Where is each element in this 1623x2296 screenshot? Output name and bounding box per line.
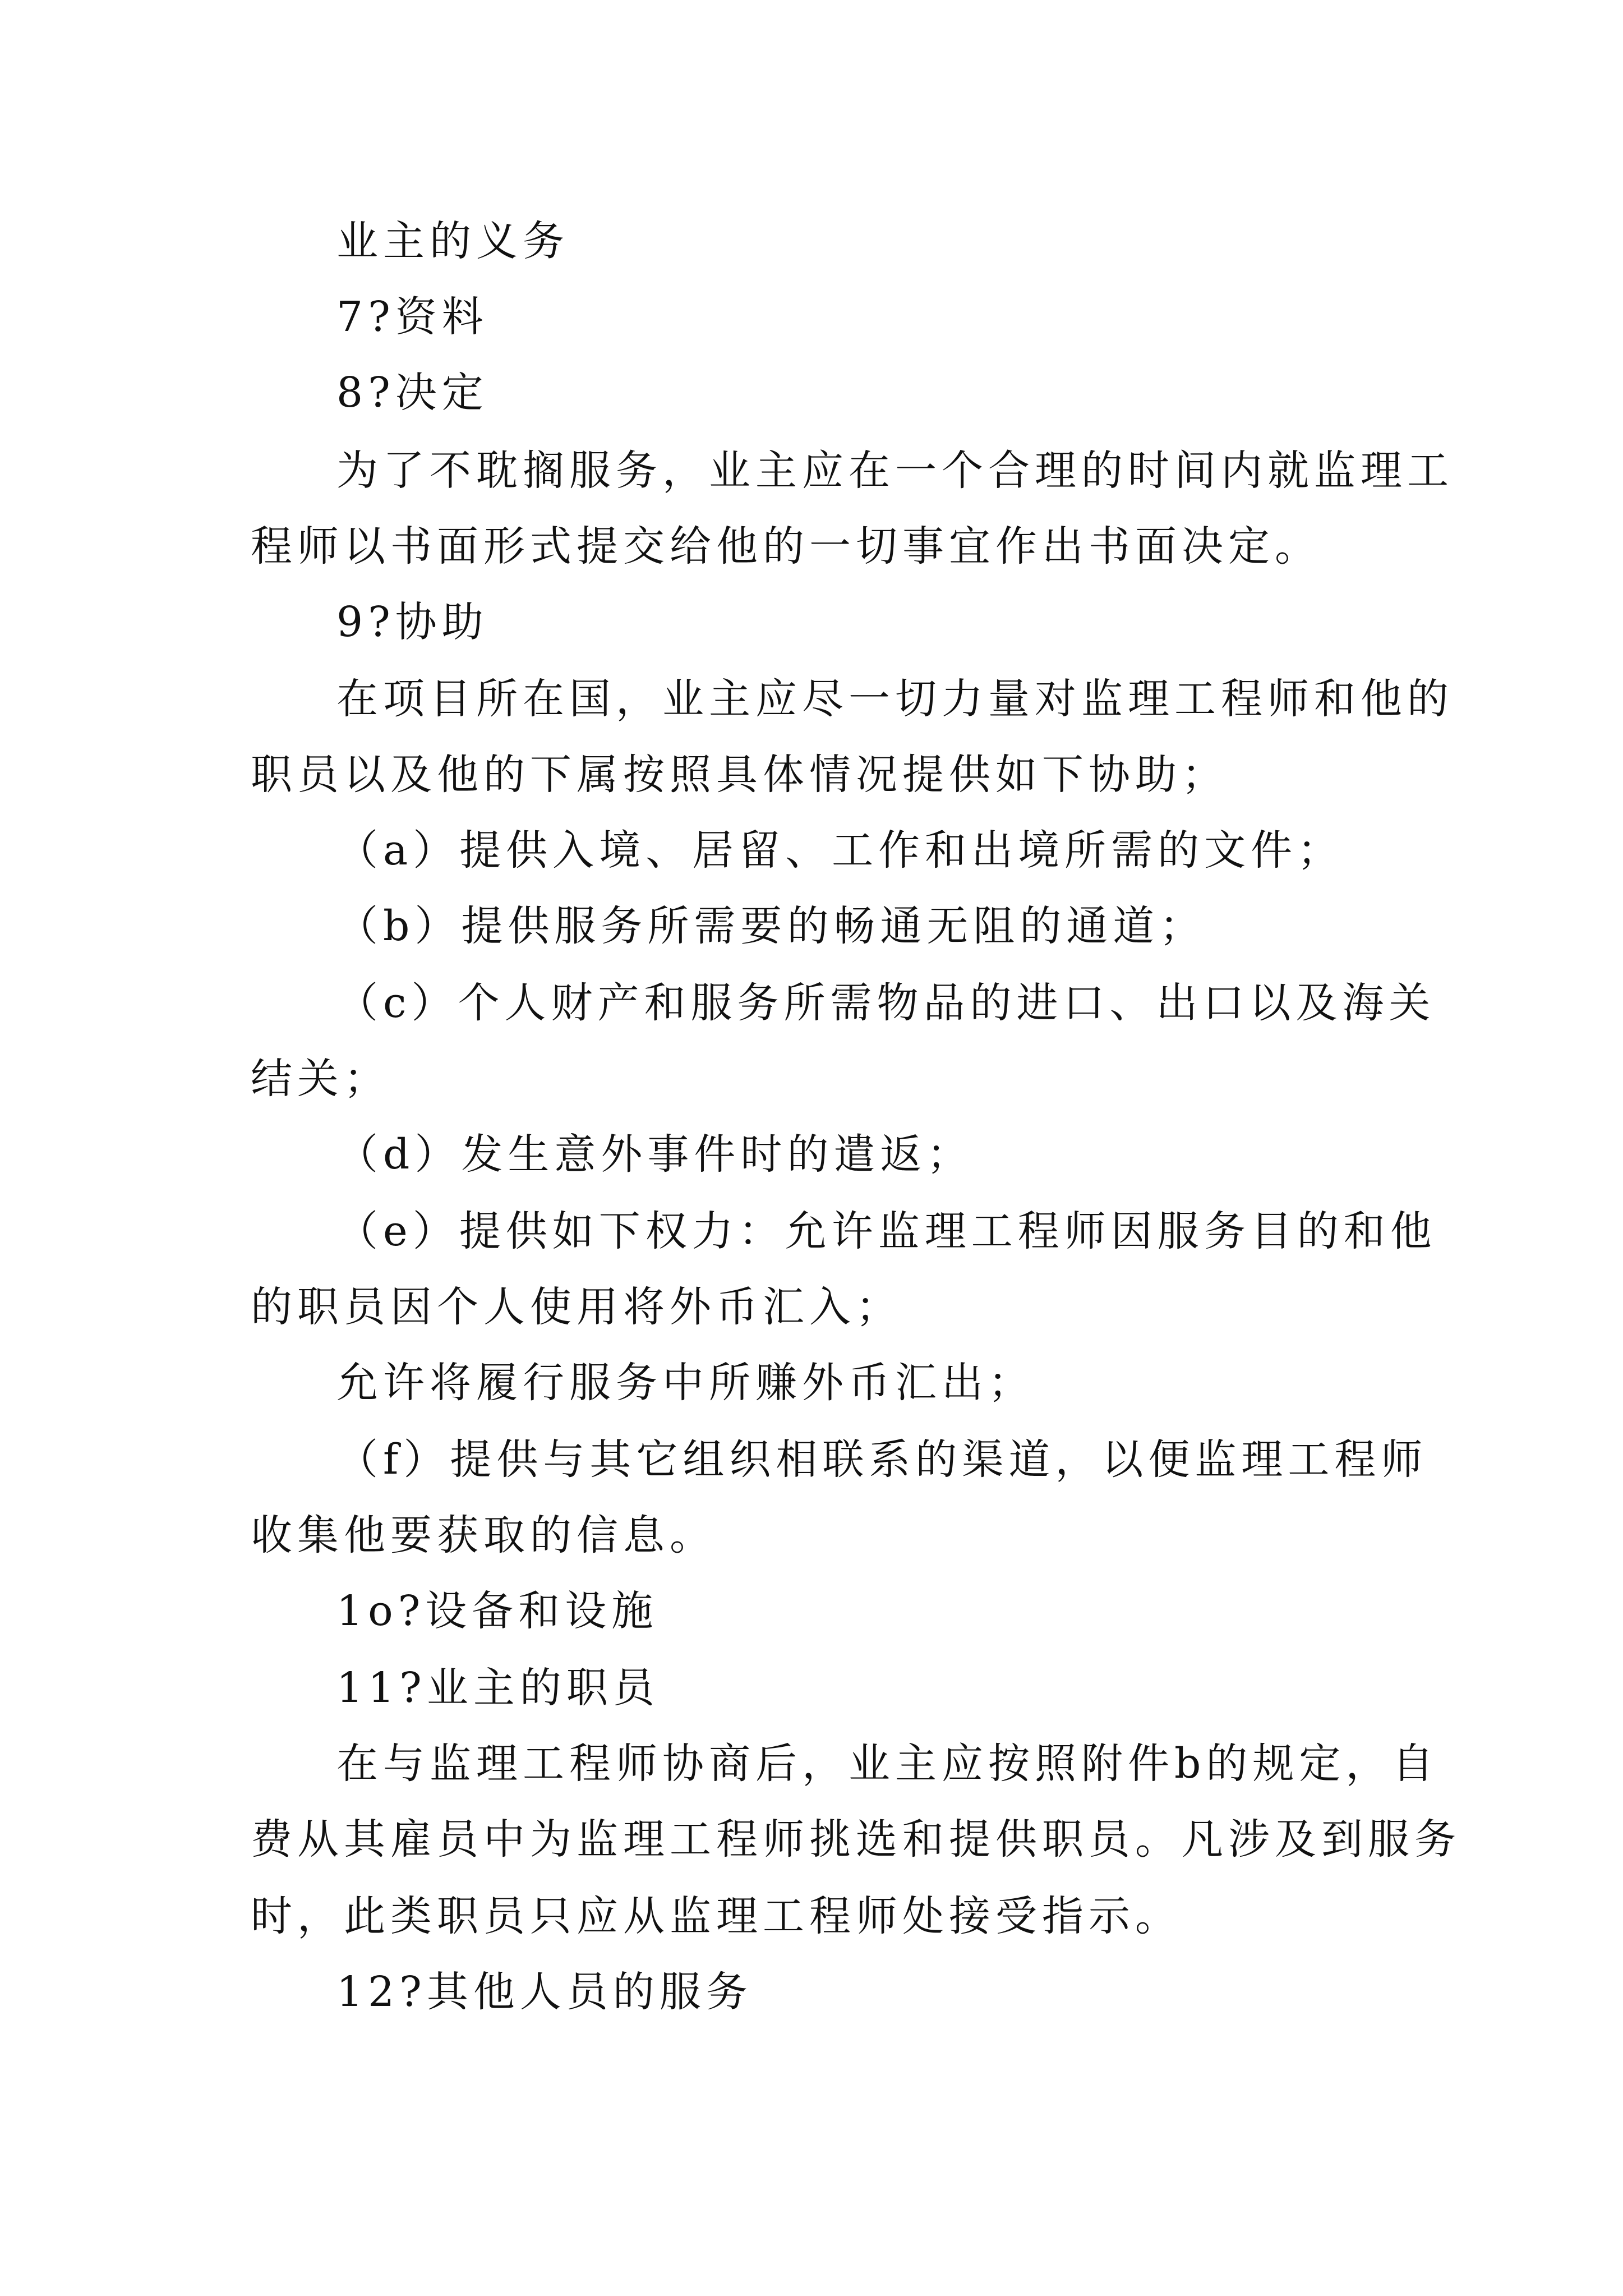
list-item-f-continued: 收集他要获取的信息。 xyxy=(251,1511,716,1559)
list-item-c-continued: 结关； xyxy=(251,1055,390,1103)
paragraph-line: 职员以及他的下属按照具体情况提供如下协助； xyxy=(251,751,1228,799)
paragraph-line: 在项目所在国，业主应尽一切力量对监理工程师和他的 xyxy=(336,675,1454,723)
paragraph-line: 为了不耽搁服务，业主应在一个合理的时间内就监理工 xyxy=(336,447,1454,495)
list-item-a: （a）提供入境、居留、工作和出境所需的文件； xyxy=(336,826,1344,875)
section-9-heading: 9?协助 xyxy=(336,598,488,646)
section-11-heading: 11?业主的职员 xyxy=(336,1664,660,1712)
paragraph-line: 费从其雇员中为监理工程师挑选和提供职员。凡涉及到服务 xyxy=(251,1815,1461,1864)
paragraph-line: 时，此类职员只应从监理工程师处接受指示。 xyxy=(251,1892,1182,1940)
section-8-heading: 8?决定 xyxy=(336,369,488,417)
paragraph-line: 在与监理工程师协商后，业主应按照附件b的规定，自 xyxy=(336,1740,1439,1788)
list-item-e: （e）提供如下权力：允许监理工程师因服务目的和他 xyxy=(336,1207,1437,1255)
section-12-heading: 12?其他人员的服务 xyxy=(336,1968,753,2016)
heading-owner-obligations: 业主的义务 xyxy=(336,217,569,265)
section-7-heading: 7?资料 xyxy=(336,293,488,341)
list-item-d: （d）发生意外事件时的遣返； xyxy=(336,1130,974,1179)
list-item-b: （b）提供服务所需要的畅通无阻的通道； xyxy=(336,902,1206,950)
paragraph-line: 允许将履行服务中所赚外币汇出； xyxy=(336,1359,1035,1407)
list-item-f: （f）提供与其它组织相联系的渠道，以便监理工程师 xyxy=(336,1435,1428,1484)
list-item-c: （c）个人财产和服务所需物品的进口、出口以及海关 xyxy=(336,979,1436,1027)
paragraph-line: 程师以书面形式提交给他的一切事宜作出书面决定。 xyxy=(251,522,1321,570)
list-item-e-continued: 的职员因个人使用将外币汇入； xyxy=(251,1283,902,1331)
section-10-heading: 1o?设备和设施 xyxy=(336,1587,658,1635)
